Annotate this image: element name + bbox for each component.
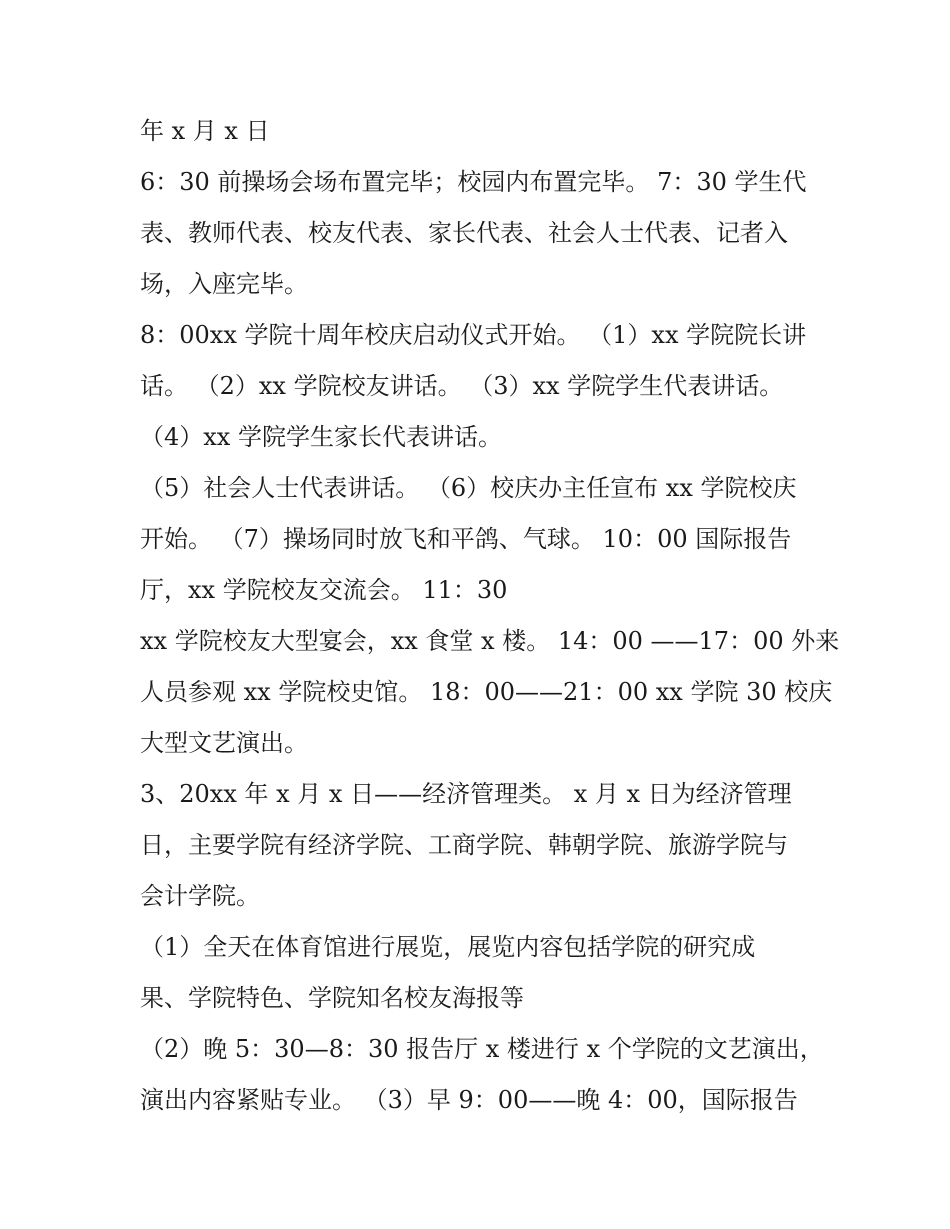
text-line: 会计学院。	[140, 882, 260, 910]
text-line: （5）社会人士代表讲话。 （6）校庆办主任宣布 xx 学院校庆	[140, 474, 797, 502]
text-line: （2）晚 5：30—8：30 报告厅 x 楼进行 x 个学院的文艺演出，	[140, 1035, 824, 1063]
text-line: 日，主要学院有经济学院、工商学院、韩朝学院、旅游学院与	[140, 831, 788, 859]
text-line: 表、教师代表、校友代表、家长代表、社会人士代表、记者入	[140, 219, 788, 247]
text-line: 话。 （2）xx 学院校友讲话。 （3）xx 学院学生代表讲话。	[140, 372, 784, 400]
text-line: 3、20xx 年 x 月 x 日——经济管理类。 x 月 x 日为经济管理	[140, 780, 792, 808]
text-line: （1）全天在体育馆进行展览，展览内容包括学院的研究成	[140, 933, 756, 961]
text-line: 人员参观 xx 学院校史馆。 18：00——21：00 xx 学院 30 校庆	[140, 678, 833, 706]
text-line: 8：00xx 学院十周年校庆启动仪式开始。 （1）xx 学院院长讲	[140, 321, 807, 349]
text-line: 厅，xx 学院校友交流会。 11：30	[140, 576, 508, 604]
text-line: 演出内容紧贴专业。 （3）早 9：00——晚 4：00，国际报告	[140, 1086, 798, 1114]
text-line: xx 学院校友大型宴会，xx 食堂 x 楼。 14：00 ——17：00 外来	[140, 627, 840, 655]
text-line: 年 x 月 x 日	[140, 117, 270, 145]
text-line: 6：30 前操场会场布置完毕；校园内布置完毕。 7：30 学生代	[140, 168, 807, 196]
text-line: 果、学院特色、学院知名校友海报等	[140, 984, 524, 1012]
text-line: 场，入座完毕。	[140, 270, 308, 298]
text-line: 大型文艺演出。	[140, 729, 308, 757]
text-line: 开始。 （7）操场同时放飞和平鸽、气球。 10：00 国际报告	[140, 525, 792, 553]
text-line: （4）xx 学院学生家长代表讲话。	[140, 423, 502, 451]
document-body	[140, 106, 840, 1126]
